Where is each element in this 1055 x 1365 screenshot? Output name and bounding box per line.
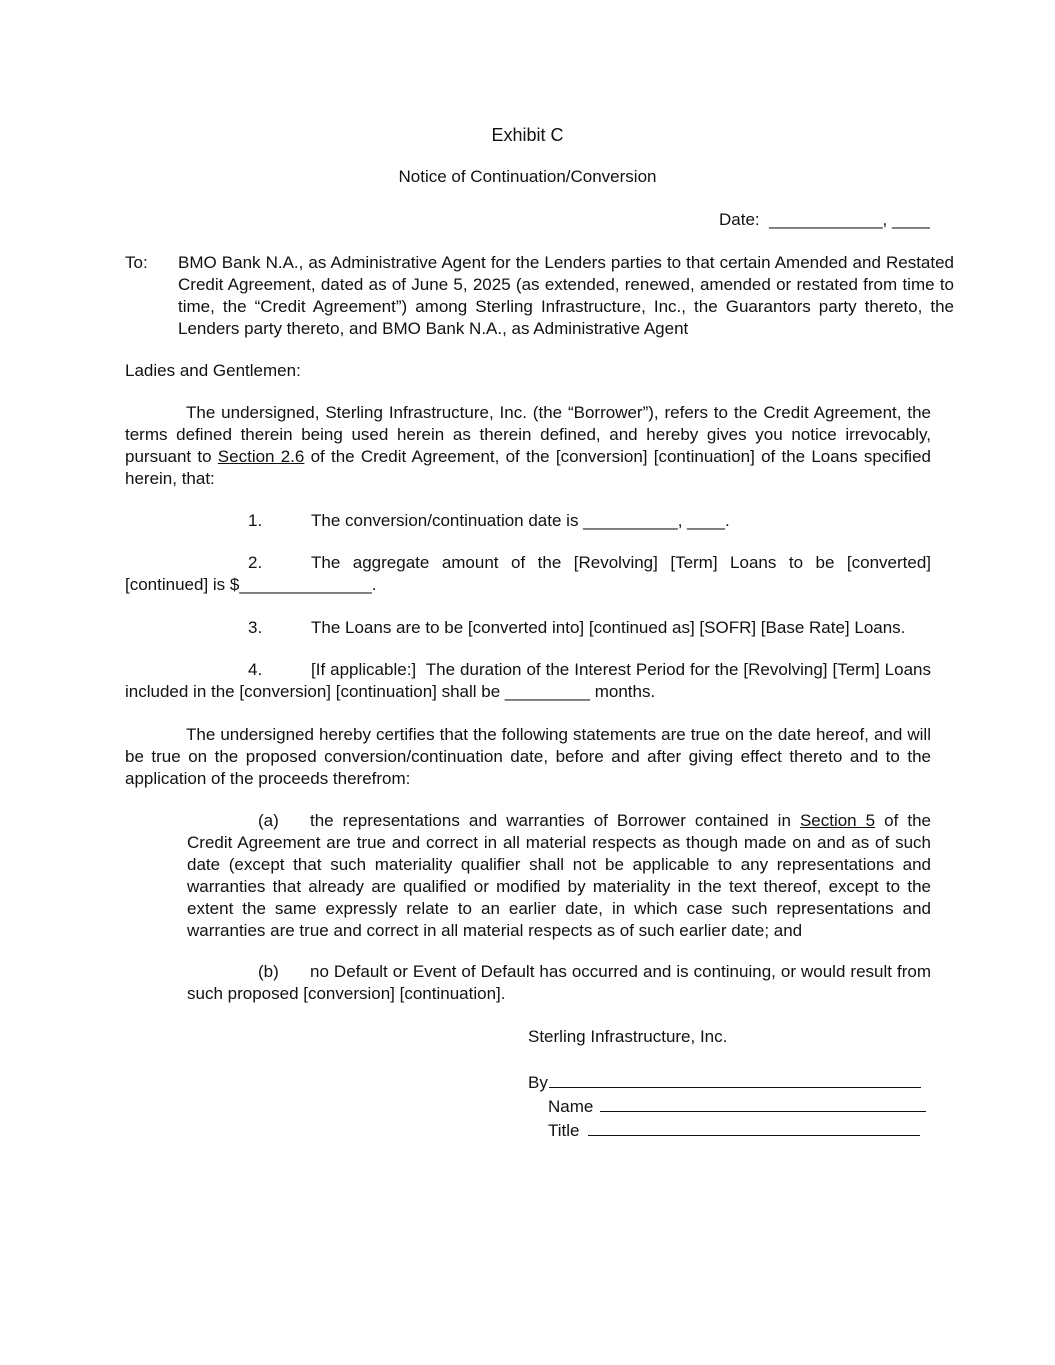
list-item — [125, 659, 936, 703]
subitem-text: the representations and warranties of Borrower contained in — [310, 811, 800, 830]
item-lead: [If applicable:] — [311, 660, 417, 679]
signature-name-line — [548, 1095, 948, 1118]
subitem-text: no Default or Event of Default has occurred and is continuing, or would result from such proposed [conversion] [continuation]. — [187, 962, 931, 1003]
by-label: By — [528, 1073, 548, 1092]
item-number: 4. — [248, 660, 263, 679]
subitem-text-continued: of the Credit Agreement are true and correct in all material respects as though made on and as of such date (except that such materiality qualifier shall not be applicable to any representations and warranties that already are qualified or modified by materiality in the text thereof, except to the extent the same expressly relate to an earlier date, in which case such representations and warranties are true and correct in all material respects as of such earlier date; and — [187, 811, 931, 940]
intro-text: The undersigned, Sterling Infrastructure, Inc. (the “Borrower”), refers to the Credit Agreement, the terms defined therein being used herein as therein defined, and hereby gives you notice irrevocably, pursuant to — [125, 403, 931, 466]
item-text: The duration of the Interest Period for the [Revolving] [Term] Loans included in the [conversion] [continuation] shall be _________ months. — [125, 660, 936, 701]
list-item — [125, 510, 931, 532]
signature-company: Sterling Infrastructure, Inc. — [528, 1027, 728, 1046]
intro-paragraph — [125, 402, 931, 490]
name-label: Name — [548, 1097, 594, 1116]
exhibit-title: Exhibit C — [491, 125, 564, 145]
list-item — [125, 552, 931, 596]
title-label: Title — [548, 1121, 580, 1140]
subitem-b — [187, 961, 931, 1005]
date-line: Date: ____________, ____ — [719, 210, 930, 229]
addressee-label: To: — [125, 253, 148, 272]
title-blank[interactable] — [588, 1119, 920, 1136]
item-text: The conversion/continuation date is __________, ____. — [311, 511, 730, 530]
section-5-reference: Section 5 — [799, 811, 876, 830]
item-number: 3. — [248, 618, 263, 637]
subitem-number: (b) — [258, 962, 279, 981]
addressee-text: BMO Bank N.A., as Administrative Agent for the Lenders parties to that certain Amended and Restated Credit Agreement, dated as of June 5, 2025 (as extended, renewed, amended or restated from time to time, the “Credit Agreement”) among Sterling Infrastructure, Inc., the Guarantors party thereto, the Lenders party thereto, and BMO Bank N.A., as Administrative Agent — [178, 253, 954, 338]
signature-title-line — [548, 1119, 948, 1142]
item-text: The aggregate amount of the [Revolving] [Term] Loans to be [converted] [continued] is $______________. — [125, 553, 931, 594]
item-number: 2. — [248, 553, 263, 572]
notice-title: Notice of Continuation/Conversion — [398, 167, 657, 186]
name-blank[interactable] — [600, 1095, 926, 1112]
item-number: 1. — [248, 511, 263, 530]
list-item — [125, 617, 931, 639]
subitem-number: (a) — [258, 811, 279, 830]
signature-by-line — [528, 1071, 928, 1094]
certification-paragraph: The undersigned hereby certifies that the following statements are true on the date hereof, and will be true on the proposed conversion/continuation date, before and after giving effect thereto and to the application of the proceeds therefrom: — [125, 725, 931, 788]
section-2-6-reference: Section 2.6 — [217, 447, 305, 466]
by-signature-blank[interactable] — [549, 1071, 921, 1088]
salutation: Ladies and Gentlemen: — [125, 361, 301, 380]
subitem-a — [187, 810, 931, 942]
item-text: The Loans are to be [converted into] [continued as] [SOFR] [Base Rate] Loans. — [311, 618, 906, 637]
intro-text-continued: of the Credit Agreement, of the [conversion] [continuation] of the Loans specified herein, that: — [125, 447, 931, 488]
